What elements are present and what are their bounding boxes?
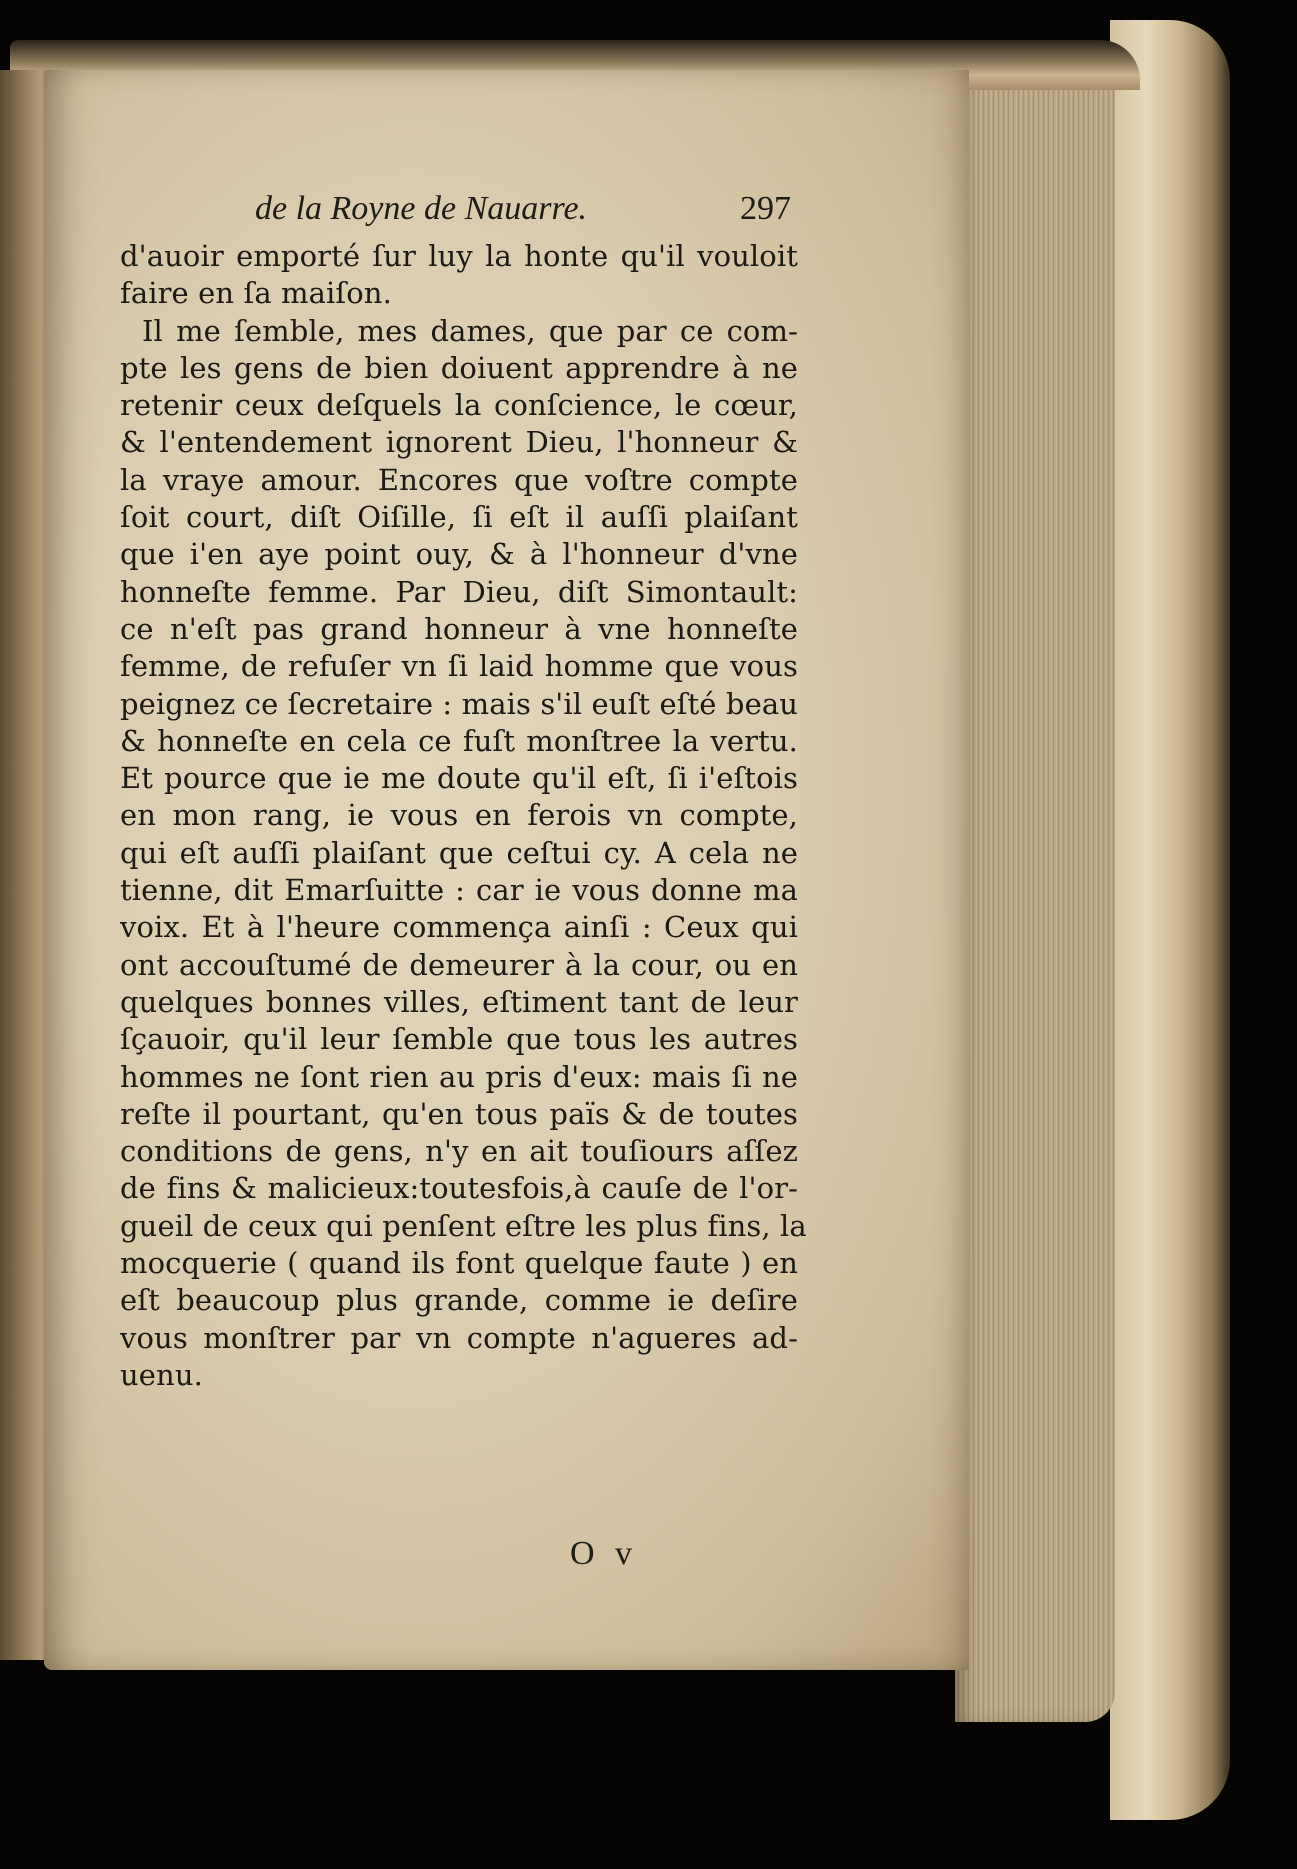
text-line: mocquerie ( quand ils font quelque faute ) en (120, 1246, 798, 1281)
text-line: retenir ceux deſquels la conſcience, le cœur, (120, 388, 798, 423)
page-fore-edge (955, 72, 1115, 1722)
text-line: d'auoir emporté ſur luy la honte qu'il vouloit (120, 239, 798, 273)
text-line: ſçauoir, qu'il leur ſemble que tous les autres (120, 1022, 798, 1057)
text-line: uenu. (120, 1357, 203, 1392)
text-line: conditions de gens, n'y en ait touſiours aſſez (120, 1134, 798, 1169)
text-line: eſt beaucoup plus grande, comme ie deſire (120, 1283, 798, 1318)
body-text (120, 238, 840, 1394)
text-line: faire en ſa maiſon. (120, 276, 392, 311)
text-line: femme, de refuſer vn ſi laid homme que vous (120, 649, 798, 684)
text-line: ce n'eſt pas grand honneur à vne honneſte (120, 611, 798, 646)
text-line: peignez ce ſecretaire : mais s'il euſt eſté beau (120, 686, 798, 721)
text-line: ont accouſtumé de demeurer à la cour, ou en (120, 947, 798, 982)
text-line: Et pource que ie me doute qu'il eſt, ſi i'eſtois (120, 761, 798, 796)
text-line: Il me ſemble, mes dames, que par ce com- (142, 313, 798, 348)
text-line: quelques bonnes villes, eſtiment tant de leur (120, 984, 798, 1019)
text-line: hommes ne ſont rien au pris d'eux: mais ſi ne (120, 1059, 798, 1094)
text-line: ſoit court, diſt Oiſille, ſi eſt il auſſi plaiſant (120, 500, 798, 535)
text-line: & honneſte en cela ce fuſt monſtree la vertu. (120, 723, 798, 758)
running-head-title: de la Royne de Nauarre. (255, 190, 588, 227)
text-line: de fins & malicieux:toutesfois,à cauſe de l'or- (120, 1171, 798, 1206)
text-line: voix. Et à l'heure commença ainſi : Ceux qui (120, 910, 798, 945)
book-back-cover (1110, 20, 1230, 1820)
text-line: vous monſtrer par vn compte n'agueres ad- (120, 1320, 798, 1355)
text-line: en mon rang, ie vous en ferois vn compte, (120, 798, 798, 833)
text-line: pte les gens de bien doiuent apprendre à ne (120, 350, 798, 385)
text-line: reſte il pourtant, qu'en tous païs & de toutes (120, 1096, 798, 1131)
text-line: honneſte femme. Par Dieu, diſt Simontault: (120, 574, 798, 609)
text-line: qui eſt auſſi plaiſant que ceſtui cy. A cela ne (120, 835, 798, 870)
text-line: la vraye amour. Encores que voſtre compte (120, 462, 798, 497)
running-head (120, 190, 840, 238)
text-line: tienne, dit Emarſuitte : car ie vous donne ma (120, 873, 798, 908)
text-line: que i'en aye point ouy, & à l'honneur d'vne (120, 537, 798, 572)
text-line: & l'entendement ignorent Dieu, l'honneur & (120, 425, 798, 460)
text-line: gueil de ceux qui penſent eſtre les plus fins, la (120, 1208, 807, 1243)
signature-mark: O v (570, 1535, 639, 1572)
text-block (120, 190, 840, 1394)
page-number: 297 (740, 190, 791, 227)
